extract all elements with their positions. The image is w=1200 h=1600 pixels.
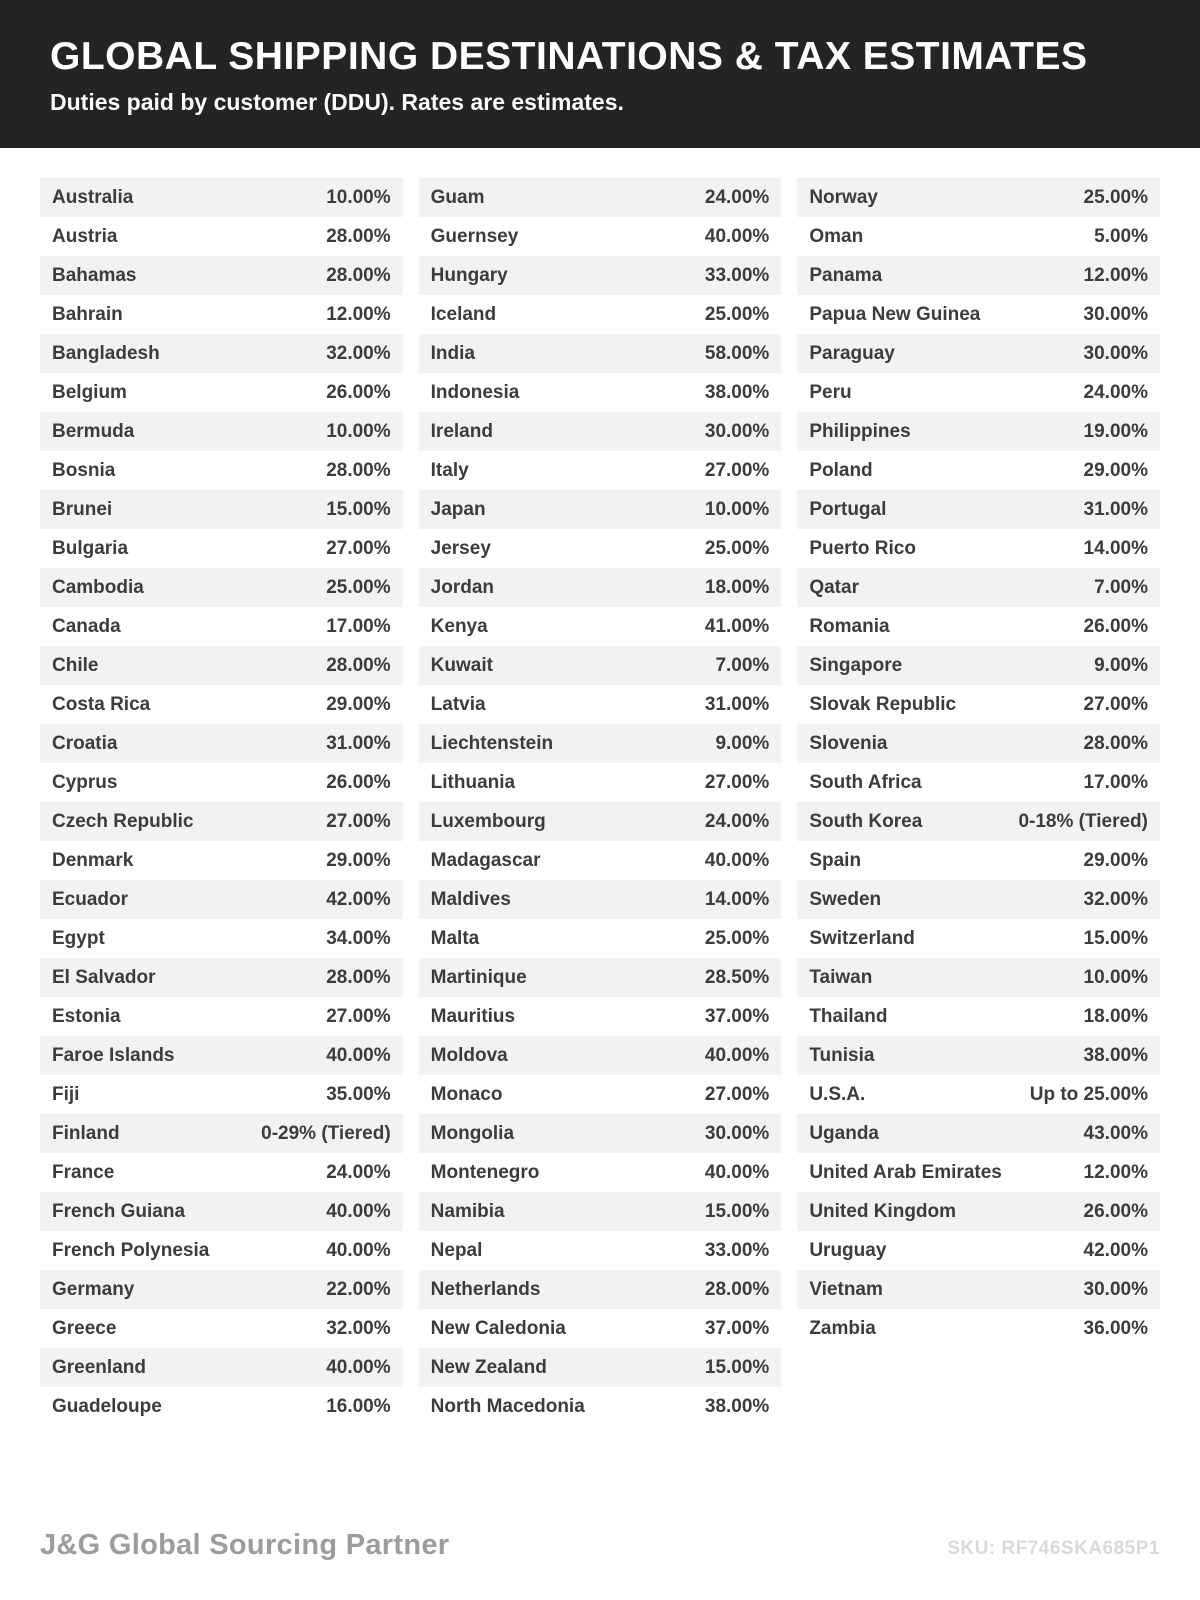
country-name: Germany xyxy=(52,1278,135,1300)
tax-rate: 27.00% xyxy=(326,810,391,832)
country-name: Madagascar xyxy=(430,849,541,871)
country-name: Australia xyxy=(52,186,134,208)
tax-rate: 25.00% xyxy=(704,927,770,949)
tax-rate: 28.00% xyxy=(326,966,391,988)
rate-row xyxy=(797,529,1160,568)
rate-row xyxy=(40,373,403,412)
country-name: Kuwait xyxy=(430,654,493,676)
rate-row xyxy=(419,451,782,490)
country-name: Czech Republic xyxy=(52,810,194,832)
rate-row xyxy=(797,1309,1160,1348)
tax-rate: 32.00% xyxy=(1083,888,1148,910)
rate-row xyxy=(40,1036,403,1075)
tax-rate-table xyxy=(0,148,1200,1426)
country-name: Nepal xyxy=(430,1239,483,1261)
country-name: Croatia xyxy=(52,732,118,754)
tax-rate: 17.00% xyxy=(1083,771,1148,793)
tax-rate: 40.00% xyxy=(704,225,770,247)
tax-rate: 32.00% xyxy=(326,1317,391,1339)
country-name: Greece xyxy=(52,1317,117,1339)
tax-rate: 29.00% xyxy=(1083,459,1148,481)
rate-row xyxy=(419,763,782,802)
country-name: Jersey xyxy=(430,537,491,559)
tax-rate: 29.00% xyxy=(326,849,391,871)
tax-rate: 29.00% xyxy=(326,693,391,715)
country-name: Liechtenstein xyxy=(430,732,554,754)
tax-rate: 25.00% xyxy=(704,303,770,325)
country-name: South Africa xyxy=(809,771,922,793)
country-name: Costa Rica xyxy=(52,693,151,715)
country-name: Bangladesh xyxy=(52,342,160,364)
rate-row xyxy=(797,763,1160,802)
tax-rate: 26.00% xyxy=(1083,615,1148,637)
country-name: Monaco xyxy=(430,1083,503,1105)
rate-row xyxy=(797,1153,1160,1192)
country-name: Vietnam xyxy=(809,1278,883,1300)
page-subtitle: Duties paid by customer (DDU). Rates are estimates. xyxy=(50,88,624,115)
rate-row xyxy=(797,451,1160,490)
rate-row xyxy=(419,256,782,295)
rate-row xyxy=(419,412,782,451)
rate-row xyxy=(797,646,1160,685)
rate-row xyxy=(797,1114,1160,1153)
country-name: Peru xyxy=(809,381,852,403)
rate-row xyxy=(40,646,403,685)
country-name: Qatar xyxy=(809,576,859,598)
rate-row xyxy=(40,451,403,490)
country-name: United Kingdom xyxy=(809,1200,957,1222)
rate-row xyxy=(419,334,782,373)
country-name: New Zealand xyxy=(430,1356,547,1378)
country-name: Guadeloupe xyxy=(52,1395,162,1417)
tax-rate: 14.00% xyxy=(704,888,770,910)
rate-row xyxy=(419,217,782,256)
country-name: Finland xyxy=(52,1122,120,1144)
country-name: Spain xyxy=(809,849,862,871)
tax-rate: 35.00% xyxy=(326,1083,391,1105)
country-name: Brunei xyxy=(52,498,113,520)
rate-row xyxy=(40,178,403,217)
rate-row xyxy=(419,1075,782,1114)
country-name: Mauritius xyxy=(430,1005,516,1027)
rate-row xyxy=(40,880,403,919)
tax-rate: 28.00% xyxy=(326,264,391,286)
rate-row xyxy=(419,646,782,685)
tax-rate: 40.00% xyxy=(704,1161,770,1183)
tax-rate: 30.00% xyxy=(1083,303,1148,325)
country-name: Portugal xyxy=(809,498,887,520)
country-name: Bahamas xyxy=(52,264,137,286)
rate-row xyxy=(797,412,1160,451)
country-name: Poland xyxy=(809,459,873,481)
tax-rate: 28.00% xyxy=(704,1278,770,1300)
page-footer xyxy=(0,1529,1200,1562)
country-name: Hungary xyxy=(430,264,508,286)
rate-row xyxy=(419,802,782,841)
rate-row xyxy=(797,217,1160,256)
tax-rate: 34.00% xyxy=(326,927,391,949)
rate-row xyxy=(419,490,782,529)
country-name: Estonia xyxy=(52,1005,121,1027)
tax-rate: 9.00% xyxy=(715,732,770,754)
country-name: Papua New Guinea xyxy=(809,303,981,325)
rate-row xyxy=(419,1387,782,1426)
country-name: U.S.A. xyxy=(809,1083,866,1105)
rate-row xyxy=(797,880,1160,919)
tax-rate: 38.00% xyxy=(1083,1044,1148,1066)
tax-rate: 28.00% xyxy=(326,654,391,676)
rate-row xyxy=(40,841,403,880)
tax-rate: 40.00% xyxy=(704,849,770,871)
rate-row xyxy=(797,178,1160,217)
country-name: New Caledonia xyxy=(430,1317,566,1339)
rate-row xyxy=(419,1192,782,1231)
page-title: GLOBAL SHIPPING DESTINATIONS & TAX ESTIMATES xyxy=(50,35,1088,78)
tax-rate: 43.00% xyxy=(1083,1122,1148,1144)
tax-rate: 10.00% xyxy=(704,498,770,520)
country-name: Canada xyxy=(52,615,121,637)
rate-row xyxy=(797,256,1160,295)
tax-rate: 10.00% xyxy=(1083,966,1148,988)
rate-row xyxy=(797,802,1160,841)
rate-row xyxy=(419,724,782,763)
sku-label: SKU: RF746SKA685P1 xyxy=(947,1538,1160,1559)
country-name: Greenland xyxy=(52,1356,146,1378)
tax-rate: 12.00% xyxy=(1083,1161,1148,1183)
country-name: Ecuador xyxy=(52,888,129,910)
rate-row xyxy=(797,490,1160,529)
country-name: Egypt xyxy=(52,927,105,949)
country-name: Netherlands xyxy=(430,1278,541,1300)
tax-rate: 28.00% xyxy=(1083,732,1148,754)
country-name: Guam xyxy=(430,186,485,208)
tax-rate: 24.00% xyxy=(704,186,770,208)
tax-rate: 0-29% (Tiered) xyxy=(261,1122,391,1144)
country-name: Iceland xyxy=(430,303,497,325)
rate-row xyxy=(797,568,1160,607)
rate-row xyxy=(40,1192,403,1231)
rate-row xyxy=(40,529,403,568)
tax-rate: 28.50% xyxy=(704,966,770,988)
rate-row xyxy=(40,1270,403,1309)
tax-rate: 30.00% xyxy=(704,1122,770,1144)
country-name: Tunisia xyxy=(809,1044,875,1066)
country-name: Malta xyxy=(430,927,480,949)
country-name: North Macedonia xyxy=(430,1395,585,1417)
tax-rate: 7.00% xyxy=(1094,576,1148,598)
rate-row xyxy=(419,997,782,1036)
rate-row xyxy=(419,1114,782,1153)
tax-rate: 27.00% xyxy=(326,1005,391,1027)
tax-rate: 17.00% xyxy=(326,615,391,637)
country-name: Uganda xyxy=(809,1122,880,1144)
rate-row xyxy=(797,334,1160,373)
country-name: Cambodia xyxy=(52,576,144,598)
tax-rate: 25.00% xyxy=(1083,186,1148,208)
tax-rate: 29.00% xyxy=(1083,849,1148,871)
tax-rate: 10.00% xyxy=(326,186,391,208)
country-name: Uruguay xyxy=(809,1239,887,1261)
tax-rate: 27.00% xyxy=(704,1083,770,1105)
tax-rate: 37.00% xyxy=(704,1317,770,1339)
country-name: Sweden xyxy=(809,888,882,910)
tax-rate: 24.00% xyxy=(1083,381,1148,403)
tax-rate: 26.00% xyxy=(326,771,391,793)
country-name: Cyprus xyxy=(52,771,118,793)
tax-rate: 40.00% xyxy=(326,1239,391,1261)
country-name: Switzerland xyxy=(809,927,915,949)
tax-rate: 9.00% xyxy=(1094,654,1148,676)
brand-name: J&G Global Sourcing Partner xyxy=(40,1529,450,1561)
country-name: Bermuda xyxy=(52,420,135,442)
rate-row xyxy=(797,1036,1160,1075)
tax-rate: Up to 25.00% xyxy=(1029,1083,1148,1105)
rate-row xyxy=(419,1309,782,1348)
country-name: Austria xyxy=(52,225,118,247)
country-name: Oman xyxy=(809,225,864,247)
country-name: Montenegro xyxy=(430,1161,540,1183)
rate-row xyxy=(797,841,1160,880)
tax-rate: 7.00% xyxy=(715,654,770,676)
rate-row xyxy=(419,607,782,646)
country-name: French Polynesia xyxy=(52,1239,210,1261)
country-name: Martinique xyxy=(430,966,527,988)
tax-rate: 30.00% xyxy=(1083,342,1148,364)
rate-column-3 xyxy=(797,178,1160,1348)
tax-rate: 12.00% xyxy=(326,303,391,325)
tax-rate: 18.00% xyxy=(1083,1005,1148,1027)
rate-row xyxy=(797,373,1160,412)
country-name: Mongolia xyxy=(430,1122,515,1144)
country-name: Ireland xyxy=(430,420,493,442)
rate-row xyxy=(40,568,403,607)
rate-row xyxy=(797,1270,1160,1309)
country-name: El Salvador xyxy=(52,966,156,988)
rate-row xyxy=(40,802,403,841)
rate-row xyxy=(797,685,1160,724)
rate-row xyxy=(40,763,403,802)
country-name: Namibia xyxy=(430,1200,505,1222)
country-name: Philippines xyxy=(809,420,911,442)
tax-rate: 14.00% xyxy=(1083,537,1148,559)
rate-row xyxy=(797,958,1160,997)
rate-row xyxy=(40,1387,403,1426)
country-name: Denmark xyxy=(52,849,134,871)
tax-rate: 41.00% xyxy=(704,615,770,637)
rate-row xyxy=(797,607,1160,646)
rate-row xyxy=(40,1231,403,1270)
tax-rate: 42.00% xyxy=(326,888,391,910)
country-name: Lithuania xyxy=(430,771,516,793)
tax-rate: 12.00% xyxy=(1083,264,1148,286)
tax-rate: 27.00% xyxy=(1083,693,1148,715)
tax-rate: 27.00% xyxy=(326,537,391,559)
rate-row xyxy=(40,1114,403,1153)
rate-row xyxy=(40,997,403,1036)
tax-rate: 15.00% xyxy=(704,1200,770,1222)
tax-rate: 58.00% xyxy=(704,342,770,364)
rate-row xyxy=(419,178,782,217)
rate-row xyxy=(40,295,403,334)
country-name: Taiwan xyxy=(809,966,873,988)
tax-rate: 19.00% xyxy=(1083,420,1148,442)
rate-row xyxy=(40,1309,403,1348)
rate-row xyxy=(419,373,782,412)
tax-rate: 0-18% (Tiered) xyxy=(1018,810,1148,832)
rate-row xyxy=(40,919,403,958)
tax-rate: 22.00% xyxy=(326,1278,391,1300)
tax-rate: 30.00% xyxy=(1083,1278,1148,1300)
tax-rate: 40.00% xyxy=(326,1356,391,1378)
rate-row xyxy=(797,1075,1160,1114)
rate-row xyxy=(40,1075,403,1114)
country-name: Bulgaria xyxy=(52,537,129,559)
tax-rate: 28.00% xyxy=(326,225,391,247)
country-name: India xyxy=(430,342,475,364)
country-name: Kenya xyxy=(430,615,488,637)
country-name: Luxembourg xyxy=(430,810,546,832)
tax-rate: 5.00% xyxy=(1094,225,1148,247)
rate-column-2 xyxy=(419,178,782,1426)
tax-rate: 26.00% xyxy=(1083,1200,1148,1222)
page-header xyxy=(0,0,1200,148)
rate-row xyxy=(40,334,403,373)
country-name: Fiji xyxy=(52,1083,80,1105)
rate-row xyxy=(40,217,403,256)
rate-row xyxy=(797,724,1160,763)
rate-row xyxy=(797,1192,1160,1231)
rate-row xyxy=(797,919,1160,958)
tax-rate: 31.00% xyxy=(704,693,770,715)
rate-row xyxy=(40,1153,403,1192)
tax-rate: 40.00% xyxy=(326,1044,391,1066)
tax-rate: 36.00% xyxy=(1083,1317,1148,1339)
country-name: Moldova xyxy=(430,1044,508,1066)
rate-row xyxy=(419,295,782,334)
country-name: Slovenia xyxy=(809,732,888,754)
country-name: Singapore xyxy=(809,654,903,676)
country-name: Guernsey xyxy=(430,225,519,247)
tax-rate: 15.00% xyxy=(704,1356,770,1378)
tax-rate: 15.00% xyxy=(326,498,391,520)
tax-rate: 37.00% xyxy=(704,1005,770,1027)
country-name: Paraguay xyxy=(809,342,895,364)
rate-row xyxy=(40,724,403,763)
country-name: Italy xyxy=(430,459,469,481)
tax-rate: 24.00% xyxy=(704,810,770,832)
tax-rate: 33.00% xyxy=(704,1239,770,1261)
country-name: Jordan xyxy=(430,576,495,598)
rate-row xyxy=(40,685,403,724)
rate-row xyxy=(419,529,782,568)
rate-row xyxy=(419,958,782,997)
country-name: France xyxy=(52,1161,115,1183)
tax-rate: 30.00% xyxy=(704,420,770,442)
rate-row xyxy=(419,1036,782,1075)
rate-row xyxy=(40,256,403,295)
country-name: Thailand xyxy=(809,1005,888,1027)
rate-row xyxy=(419,1153,782,1192)
tax-rate: 40.00% xyxy=(326,1200,391,1222)
rate-row xyxy=(40,490,403,529)
country-name: Romania xyxy=(809,615,890,637)
tax-rate: 31.00% xyxy=(326,732,391,754)
tax-rate: 10.00% xyxy=(326,420,391,442)
rate-row xyxy=(419,880,782,919)
tax-rate: 24.00% xyxy=(326,1161,391,1183)
rate-row xyxy=(419,685,782,724)
country-name: French Guiana xyxy=(52,1200,186,1222)
rate-row xyxy=(419,841,782,880)
country-name: Panama xyxy=(809,264,883,286)
country-name: Faroe Islands xyxy=(52,1044,175,1066)
rate-row xyxy=(419,1270,782,1309)
rate-row xyxy=(419,1348,782,1387)
rate-row xyxy=(797,295,1160,334)
tax-rate: 42.00% xyxy=(1083,1239,1148,1261)
tax-rate: 28.00% xyxy=(326,459,391,481)
tax-rate: 18.00% xyxy=(704,576,770,598)
tax-rate: 16.00% xyxy=(326,1395,391,1417)
country-name: South Korea xyxy=(809,810,923,832)
rate-row xyxy=(40,958,403,997)
country-name: Zambia xyxy=(809,1317,876,1339)
rate-column-1 xyxy=(40,178,403,1426)
tax-rate: 15.00% xyxy=(1083,927,1148,949)
rate-row xyxy=(40,607,403,646)
tax-rate: 31.00% xyxy=(1083,498,1148,520)
rate-row xyxy=(40,412,403,451)
country-name: Indonesia xyxy=(430,381,520,403)
tax-rate: 25.00% xyxy=(326,576,391,598)
rate-row xyxy=(419,919,782,958)
rate-row xyxy=(797,1231,1160,1270)
tax-rate: 27.00% xyxy=(704,459,770,481)
rate-row xyxy=(40,1348,403,1387)
tax-rate: 38.00% xyxy=(704,1395,770,1417)
country-name: Japan xyxy=(430,498,486,520)
tax-rate: 40.00% xyxy=(704,1044,770,1066)
rate-row xyxy=(419,568,782,607)
country-name: Bahrain xyxy=(52,303,123,325)
country-name: Chile xyxy=(52,654,99,676)
tax-rate: 26.00% xyxy=(326,381,391,403)
country-name: Slovak Republic xyxy=(809,693,957,715)
country-name: Belgium xyxy=(52,381,127,403)
country-name: Norway xyxy=(809,186,878,208)
rate-row xyxy=(797,997,1160,1036)
tax-rate: 33.00% xyxy=(704,264,770,286)
rate-row xyxy=(419,1231,782,1270)
country-name: Latvia xyxy=(430,693,486,715)
country-name: Puerto Rico xyxy=(809,537,916,559)
country-name: Maldives xyxy=(430,888,511,910)
tax-rate: 27.00% xyxy=(704,771,770,793)
country-name: United Arab Emirates xyxy=(809,1161,1002,1183)
tax-rate: 25.00% xyxy=(704,537,770,559)
tax-rate: 38.00% xyxy=(704,381,770,403)
tax-rate: 32.00% xyxy=(326,342,391,364)
country-name: Bosnia xyxy=(52,459,116,481)
